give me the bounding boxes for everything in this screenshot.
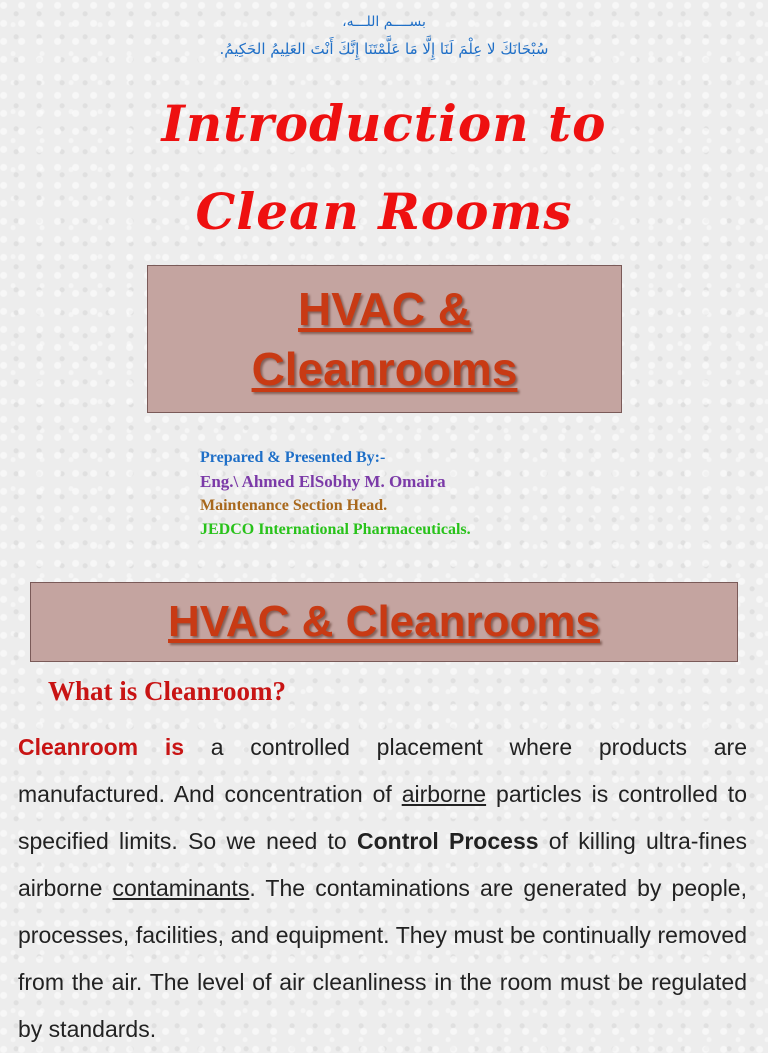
author-role: Maintenance Section Head. <box>200 497 388 514</box>
banner-line-2: Cleanrooms <box>251 343 518 395</box>
banner-text: HVAC & Cleanrooms <box>168 597 600 646</box>
body-part-2: particles is controlled to specified limits. So we need to <box>18 781 747 854</box>
bismillah-text: بســــم اللـــه، <box>342 14 426 30</box>
body-paragraph <box>18 724 747 1053</box>
author-credits <box>200 446 471 542</box>
prepared-by-label: Prepared & Presented By:- <box>200 449 386 466</box>
hvac-banner-large <box>147 265 622 413</box>
body-part-4: . The contaminations are generated by people, processes, facilities, and equipment. They must be continually removed from the air. The level of air cleanliness in the room must be regulated by standards. <box>18 875 747 1042</box>
body-part-3: of killing ultra-fines airborne <box>18 828 748 901</box>
contaminants-link: contaminants <box>112 875 250 901</box>
author-name: Eng.\ Ahmed ElSobhy M. Omaira <box>200 472 446 491</box>
lead-term: Cleanroom is <box>18 734 185 760</box>
body-part-1: a controlled placement where products are manufactured. And concentration of <box>18 734 747 807</box>
title-line-2: Clean Rooms <box>195 182 573 241</box>
title-line-1: Introduction to <box>161 94 607 153</box>
control-process-term: Control Process <box>357 828 539 854</box>
banner-line-1: HVAC & <box>298 283 471 335</box>
airborne-link: airborne <box>401 781 487 807</box>
verse-text: سُبْحَانَكَ لا عِلْمَ لَنَا إِلَّا مَا عَلَّمْتَنَا إِنَّكَ أَنْتَ العَلِيمُ الحَكِيمُ. <box>219 40 549 58</box>
hvac-banner-wide <box>30 582 738 662</box>
section-heading: What is Cleanroom? <box>48 676 287 706</box>
author-company: JEDCO International Pharmaceuticals. <box>200 521 471 538</box>
